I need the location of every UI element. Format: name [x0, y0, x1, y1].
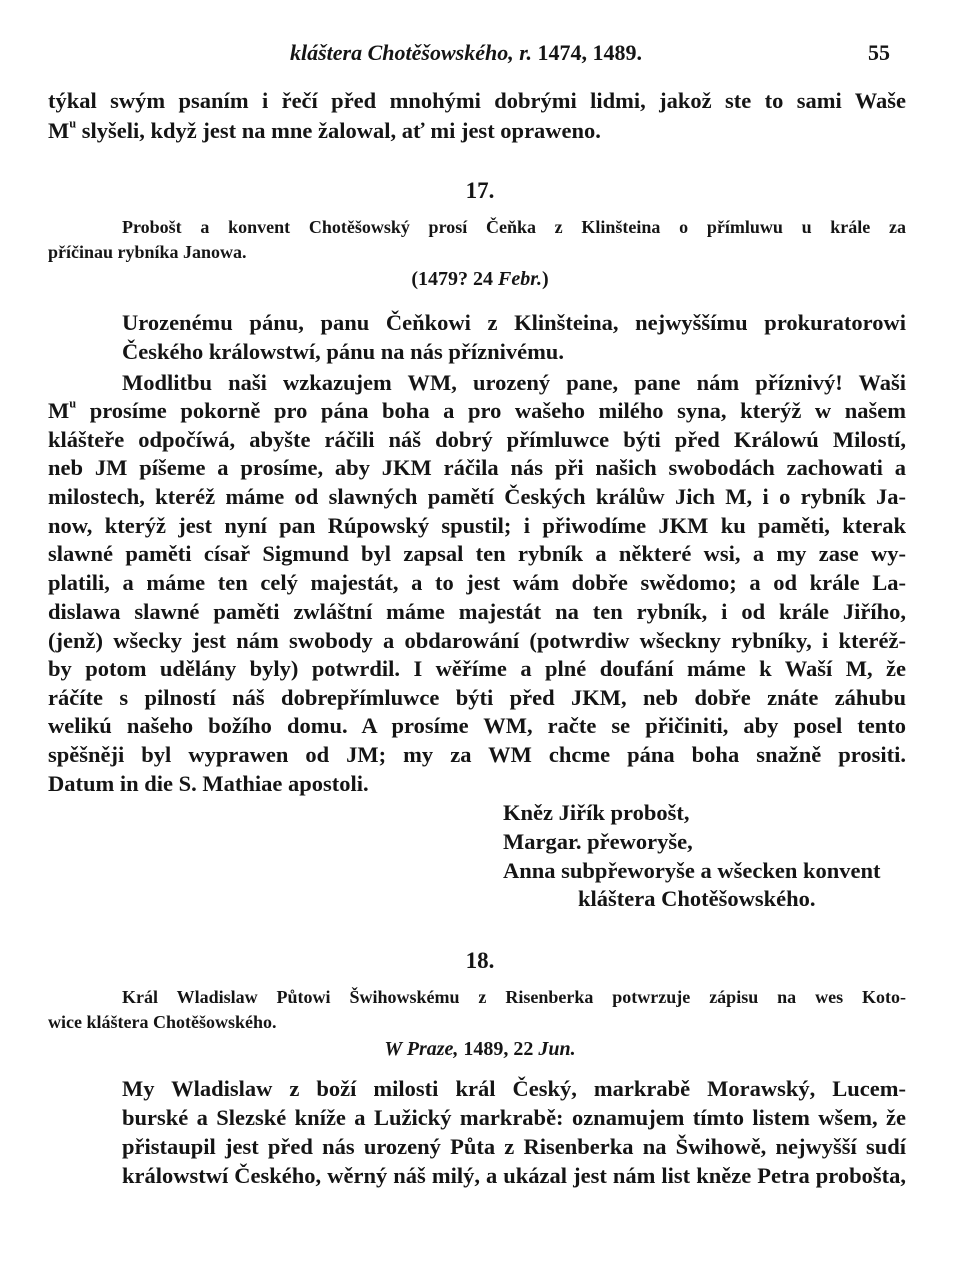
text-line: neb JM píšeme a prosíme, aby JKM ráčila nás při našich swobodách zachowati a — [48, 455, 906, 480]
date-line: (1479? 24 Febr.) — [411, 268, 549, 290]
text-line: slawné paměti císař Sigmund byl zapsal ten rybník a některé wsi, a my zase wy- — [48, 541, 906, 566]
text-line: by potom udělány byly) potwrdil. I wěříme a plné doufání máme k Waší M, že — [48, 656, 906, 681]
text-line: platili, a máme ten celý majestát, a to jest wám dobře swědomo; a od krále La- — [48, 570, 906, 595]
signature-line: Margar. přeworyše, — [503, 829, 693, 854]
text-line: $M^u$ slyšeli, když jest na mne žalowal, ať mi jest opraweno. — [48, 116, 601, 143]
text-line: My Wladislaw z boží milosti král Český, markrabě Morawský, Lucem- — [122, 1076, 906, 1101]
text-line: králowstwí Českého, wěrný náš milý, a ukázal jest nám list kněze Petra probošta, — [122, 1163, 906, 1188]
text-line: Urozenému pánu, panu Čeňkowi z Klinšteina, nejwyššímu prokuratorowi — [122, 310, 906, 335]
text-line: burské a Slezské kníže a Lužický markrabě: oznamujem tímto listem wšem, že — [122, 1105, 906, 1130]
rubric-line: Král Wladislaw Půtowi Šwihowskému z Risenberka potwrzuje zápisu na wes Koto- — [122, 987, 906, 1007]
text-line: (jenž) wšecky jest nám swobody a obdarowání (potwrdiw wšeckny rybníky, i kteréž- — [48, 628, 906, 653]
text-line: $M^u$ prosíme pokorně pro pána boha a pro wašeho milého syna, kterýž w našem — [48, 396, 906, 423]
running-title: kláštera Chotěšowského, r. 1474, 1489. — [290, 40, 643, 65]
text-line: Českého králowstwí, pánu na nás příznivému. — [122, 339, 564, 364]
running-header — [0, 40, 960, 70]
text-line: spěšněji byl wyprawen od JM; my za WM chcme pána boha snažně prositi. — [48, 742, 906, 767]
text-line: milostech, kteréž máme od slawných pamětí Českých králůw Jich M, i o rybník Ja- — [48, 484, 906, 509]
text-line: dislawa slawné paměti zwláštní máme majestát na ten rybník, i od krále Jiřího, — [48, 599, 906, 624]
signature-line: Kněz Jiřík probošt, — [503, 800, 690, 825]
signature-line: kláštera Chotěšowského. — [578, 886, 816, 911]
text-line: ráčíte s pilností náš dobrepřímluwce býti před JKM, neb dobře znáte záhubu — [48, 685, 906, 710]
text-line: welikú našeho božího domu. A prosíme WM, račte se přičiniti, aby posel tento — [48, 713, 906, 738]
document-number: 18. — [465, 948, 495, 973]
text-line: týkal swým psaním i řečí před mnohými dobrými lidmi, jakož ste to sami Waše — [48, 88, 906, 113]
date-line: W Praze, 1489, 22 Jun. — [384, 1038, 576, 1060]
rubric-line: Probošt a konvent Chotěšowský prosí Čeňka z Klinšteina o přímluwu u krále za — [122, 217, 906, 237]
rubric-line: wice kláštera Chotěšowského. — [48, 1012, 277, 1032]
page-number: 55 — [868, 40, 890, 65]
running-years: 1474, 1489. — [537, 40, 643, 65]
text-line: Modlitbu naši wzkazujem WM, urozený pane, pane nám příznivý! Waši — [122, 370, 906, 395]
rubric-line: příčinau rybníka Janowa. — [48, 242, 247, 262]
document-number: 17. — [465, 178, 495, 203]
signature-line: Anna subpřeworyše a wšecken konvent — [503, 858, 881, 883]
text-line: now, kterýž jest nyní pan Rúpowský spustil; i přiwodíme JKM ku paměti, kterak — [48, 513, 906, 538]
text-line: přistaupil jest před nás urozený Půta z Risenberka na Šwihowě, nejwyšší sudí — [122, 1134, 906, 1159]
text-line: klášteře odpočíwá, abyšte ráčili náš dobrý přímluwce býti před Králowú Milostí, — [48, 427, 906, 452]
text-line: Datum in die S. Mathiae apostoli. — [48, 771, 369, 796]
